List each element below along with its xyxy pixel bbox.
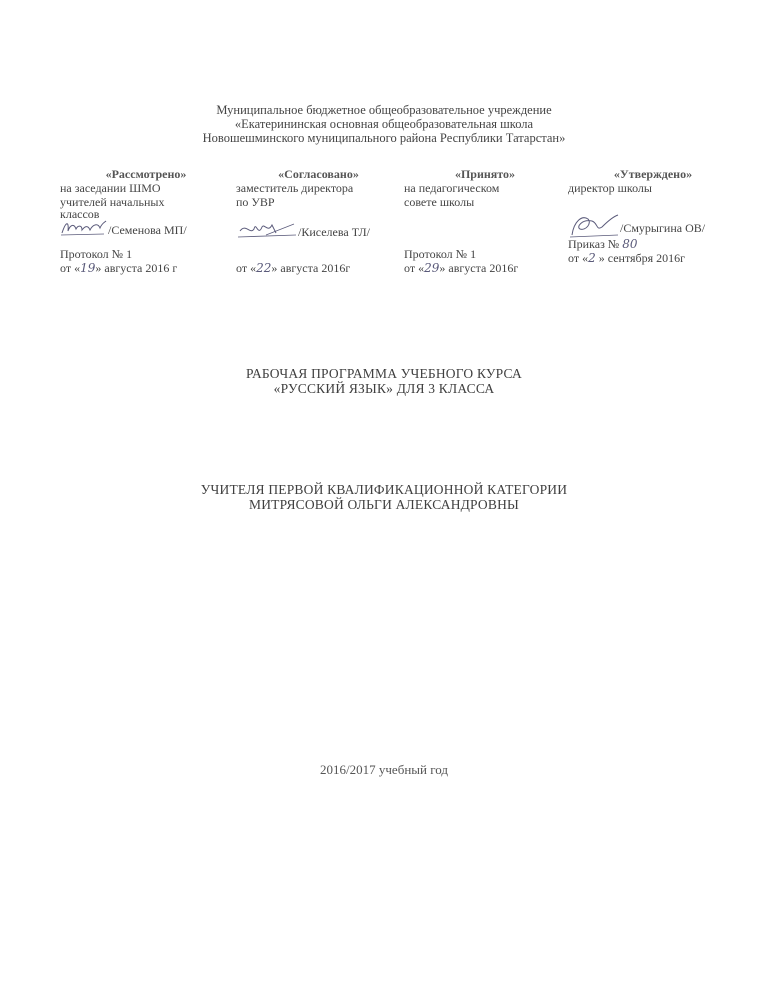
accepted-line2: совете школы <box>404 195 475 209</box>
approval-reviewed <box>60 167 232 275</box>
approved-line1: директор школы <box>568 181 652 195</box>
approval-accepted <box>404 167 566 275</box>
approved-date <box>568 251 738 265</box>
approval-agreed <box>236 167 401 275</box>
agreed-line2: по УВР <box>236 195 275 209</box>
program-title <box>0 366 768 396</box>
reviewed-signature-row <box>60 219 232 237</box>
approved-date-suffix: » сентября 2016г <box>595 251 686 265</box>
approved-order-number: 80 <box>622 237 638 251</box>
accepted-date-prefix: от « <box>404 261 425 275</box>
accepted-date-day: 29 <box>424 261 440 275</box>
reviewed-date-prefix: от « <box>60 261 81 275</box>
approved-date-day: 2 <box>588 251 596 265</box>
approved-order-prefix: Приказ № <box>568 237 623 251</box>
reviewed-date-suffix: » августа 2016 г <box>95 261 178 275</box>
reviewed-line1: на заседании ШМО <box>60 181 161 195</box>
agreed-heading: «Согласовано» <box>278 167 359 181</box>
accepted-heading: «Принято» <box>454 167 516 181</box>
agreed-date-day: 22 <box>256 261 272 275</box>
approved-order <box>568 237 738 251</box>
accepted-date <box>404 261 566 275</box>
school-header-line2: «Екатерининская основная общеобразовательная школа <box>234 117 534 131</box>
signature-smurygina-icon <box>568 213 620 239</box>
signature-kiseleva-icon <box>236 219 298 239</box>
school-header-line3: Новошешминского муниципального района Республики Татарстан» <box>202 131 566 145</box>
approved-heading: «Утверждено» <box>613 167 693 181</box>
agreed-line1: заместитель директора <box>236 181 354 195</box>
teacher-title-line1: УЧИТЕЛЯ ПЕРВОЙ КВАЛИФИКАЦИОННОЙ КАТЕГОРИИ <box>200 482 568 497</box>
agreed-date-suffix: » августа 2016г <box>271 261 351 275</box>
agreed-name: /Киселева ТЛ/ <box>298 225 370 239</box>
agreed-date-prefix: от « <box>236 261 257 275</box>
reviewed-name: /Семенова МП/ <box>108 223 187 237</box>
agreed-date <box>236 261 401 275</box>
academic-year: 2016/2017 учебный год <box>320 762 448 777</box>
teacher-title-line2: МИТРЯСОВОЙ ОЛЬГИ АЛЕКСАНДРОВНЫ <box>248 497 519 512</box>
reviewed-date <box>60 261 232 275</box>
school-header-line1: Муниципальное бюджетное общеобразовательное учреждение <box>216 103 552 117</box>
accepted-line1: на педагогическом <box>404 181 500 195</box>
program-title-line2: «РУССКИЙ ЯЗЫК» ДЛЯ 3 КЛАССА <box>273 381 495 396</box>
accepted-date-suffix: » августа 2016г <box>439 261 519 275</box>
approved-date-prefix: от « <box>568 251 589 265</box>
teacher-title <box>0 482 768 512</box>
reviewed-date-day: 19 <box>80 261 96 275</box>
agreed-signature-row <box>236 219 401 237</box>
approved-name: /Смурыгина ОВ/ <box>620 221 706 235</box>
school-header <box>0 103 768 145</box>
program-title-line1: РАБОЧАЯ ПРОГРАММА УЧЕБНОГО КУРСА <box>245 366 522 381</box>
reviewed-protocol: Протокол № 1 <box>60 247 133 261</box>
reviewed-line3: классов <box>60 207 100 221</box>
approved-signature-row <box>568 213 738 235</box>
signature-semenova-icon <box>60 219 108 237</box>
accepted-protocol: Протокол № 1 <box>404 247 477 261</box>
reviewed-heading: «Рассмотрено» <box>105 167 187 181</box>
approval-approved <box>568 167 738 265</box>
reviewed-line2: учителей начальных <box>60 195 165 209</box>
